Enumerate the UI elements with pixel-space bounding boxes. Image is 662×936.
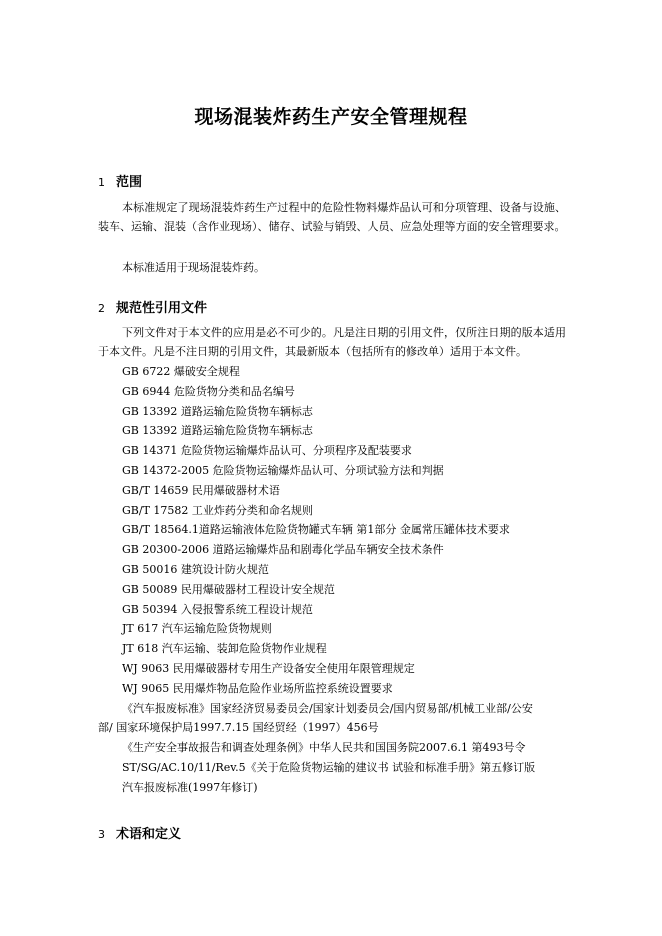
reference-item: GB 20300-2006 道路运输爆炸品和剧毒化学品车辆安全技术条件 — [122, 543, 444, 557]
section-number: 1 — [98, 176, 105, 189]
section-1-paragraph-1: 本标准规定了现场混装炸药生产过程中的危险性物料爆炸品认可和分项管理、设备与设施、装车、运输、混装（含作业现场）、储存、试验与销毁、人员、应急处理等方面的安全管理要求。 — [98, 201, 566, 233]
section-1-paragraph-2: 本标准适用于现场混装炸药。 — [122, 261, 265, 274]
reference-item: GB 13392 道路运输危险货物车辆标志 — [122, 404, 313, 418]
section-number: 3 — [98, 828, 105, 841]
reference-item: GB 14371 危险货物运输爆炸品认可、分项程序及配装要求 — [122, 444, 412, 458]
reference-item: JT 618 汽车运输、装卸危险货物作业规程 — [122, 642, 327, 656]
reference-item: WJ 9063 民用爆破器材专用生产设备安全使用年限管理规定 — [122, 661, 415, 675]
section-title: 规范性引用文件 — [116, 301, 208, 316]
section-3-heading — [98, 823, 181, 842]
section-2-heading — [98, 297, 207, 316]
reference-item: GB 6944 危险货物分类和品名编号 — [122, 384, 295, 398]
reference-item: WJ 9065 民用爆炸物品危险作业场所监控系统设置要求 — [122, 681, 393, 695]
reference-item: GB/T 18564.1道路运输液体危险货物罐式车辆 第1部分 金属常压罐体技术要求 — [122, 523, 510, 537]
reference-list — [98, 362, 568, 798]
reference-item-wrapped-line-1: 《汽车报废标准》国家经济贸易委员会/国家计划委员会/国内贸易部/机械工业部/公安 — [122, 701, 533, 715]
section-title: 术语和定义 — [116, 827, 182, 842]
section-number: 2 — [98, 302, 105, 315]
reference-item: GB 14372-2005 危险货物运输爆炸品认可、分项试验方法和判据 — [122, 463, 444, 477]
reference-item: GB 13392 道路运输危险货物车辆标志 — [122, 424, 313, 438]
reference-item: GB 50394 入侵报警系统工程设计规范 — [122, 602, 313, 616]
reference-item: GB 6722 爆破安全规程 — [122, 365, 240, 378]
section-title: 范围 — [116, 175, 143, 190]
reference-item: GB 50016 建筑设计防火规范 — [122, 562, 269, 576]
reference-item: JT 617 汽车运输危险货物规则 — [122, 622, 272, 636]
reference-item: GB/T 14659 民用爆破器材术语 — [122, 483, 280, 497]
reference-item: GB/T 17582 工业炸药分类和命名规则 — [122, 503, 313, 517]
document-title: 现场混装炸药生产安全管理规程 — [194, 106, 468, 128]
reference-item: 汽车报废标准(1997年修订) — [122, 780, 258, 794]
reference-item: 《生产安全事故报告和调查处理条例》中华人民共和国国务院2007.6.1 第493号令 — [122, 741, 526, 755]
reference-item: GB 50089 民用爆破器材工程设计安全规范 — [122, 582, 335, 596]
section-2-paragraph-1: 下列文件对于本文件的应用是必不可少的。凡是注日期的引用文件，仅所注日期的版本适用于本文件。凡是不注日期的引用文件，其最新版本（包括所有的修改单）适用于本文件。 — [98, 326, 566, 358]
reference-item: ST/SG/AC.10/11/Rev.5《关于危险货物运输的建议书 试验和标准手册》第五修订版 — [122, 760, 536, 774]
section-1-heading — [98, 171, 142, 190]
reference-item-wrapped-line-2: 部/ 国家环境保护局1997.7.15 国经贸经（1997）456号 — [98, 721, 379, 735]
